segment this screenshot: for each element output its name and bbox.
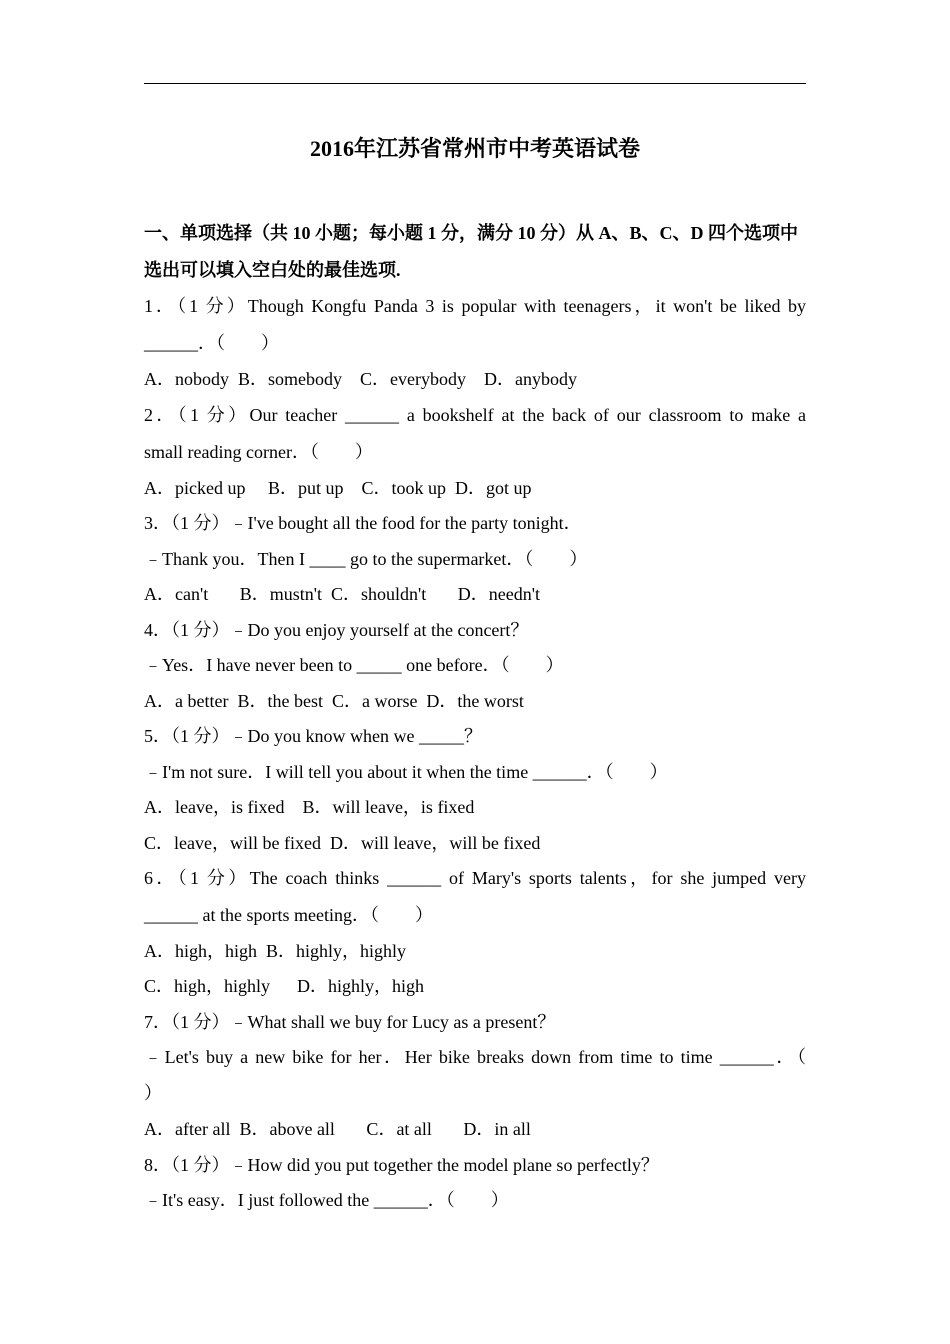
question-3-options: A．can't B．mustn't C．shouldn't D．needn't [144, 584, 540, 604]
question-5-options-line-1: A．leave，is fixed B．will leave，is fixed [144, 797, 475, 817]
question-1-options: A．nobody B．somebody C．everybody D．anybody [144, 369, 577, 389]
section-heading-line-1: 一、单项选择（共 10 小题；每小题 1 分，满分 10 分）从 A、B、C、D 四个选项中 [144, 223, 798, 243]
question-6-options-line-2: C．high，highly D．highly，high [144, 976, 425, 996]
question-7-stem-line-1: 7．（1 分）﹣What shall we buy for Lucy as a present？ [144, 1012, 556, 1032]
question-6-options-line-1: A．high，high B．highly，highly [144, 941, 407, 961]
question-8-stem-line-1: 8．（1 分）﹣How did you put together the model plane so perfectly？ [144, 1155, 659, 1175]
question-5-stem-line-1: 5．（1 分）﹣Do you know when we _____？ [144, 726, 482, 746]
question-4-stem-line-1: 4．（1 分）﹣Do you enjoy yourself at the concert？ [144, 620, 529, 640]
question-1-stem-line-1: 1．（1 分）Though Kongfu Panda 3 is popular with teenagers，it won't be liked by [144, 296, 806, 316]
question-8-stem-line-2: ﹣It's easy．I just followed the ______．（ ） [144, 1190, 509, 1210]
question-6-stem-line-1: 6．（1 分）The coach thinks ______ of Mary's sports talents，for she jumped very [144, 868, 806, 888]
question-7-stem-line-3: ） [144, 1083, 162, 1103]
question-4-stem-line-2: ﹣Yes．I have never been to _____ one before．（ ） [144, 655, 564, 675]
question-2-options: A．picked up B．put up C．took up D．got up [144, 478, 532, 498]
question-4-options: A．a better B．the best C．a worse D．the worst [144, 691, 524, 711]
page-title: 2016年江苏省常州市中考英语试卷 [309, 136, 640, 161]
question-3-stem-line-2: ﹣Thank you．Then I ____ go to the supermarket．（ ） [144, 549, 588, 569]
question-7-stem-line-2: ﹣Let's buy a new bike for her．Her bike breaks down from time to time ______．（ [144, 1047, 806, 1067]
question-2-stem-line-1: 2．（1 分）Our teacher ______ a bookshelf at the back of our classroom to make a [144, 405, 806, 425]
section-heading-line-2: 选出可以填入空白处的最佳选项. [144, 260, 401, 280]
question-7-options: A．after all B．above all C．at all D．in all [144, 1119, 531, 1139]
question-1-stem-line-2: ______．（ ） [144, 333, 279, 353]
question-5-options-line-2: C．leave，will be fixed D．will leave，will be fixed [144, 833, 541, 853]
question-2-stem-line-2: small reading corner．（ ） [144, 442, 373, 462]
question-5-stem-line-2: ﹣I'm not sure．I will tell you about it when the time ______．（ ） [144, 762, 668, 782]
question-6-stem-line-2: ______ at the sports meeting．（ ） [144, 905, 433, 925]
header-rule [144, 83, 806, 84]
question-3-stem-line-1: 3．（1 分）﹣I've bought all the food for the party tonight． [144, 513, 582, 533]
